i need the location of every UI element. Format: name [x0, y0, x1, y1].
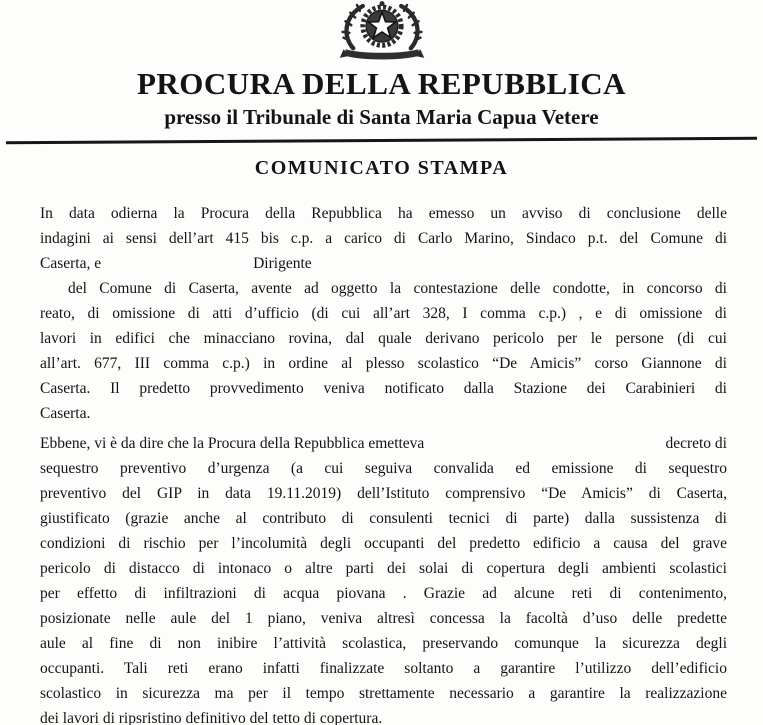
text-line: condizioni di rischio per l’incolumità degli occupanti del predetto edificio a causa del grave	[40, 534, 727, 552]
text-line: Caserta. Il predetto provvedimento veniva notificato dalla Stazione dei Carabinieri di	[40, 379, 727, 397]
document-body	[40, 201, 727, 725]
text-line: pericolo di distacco di intonaco o altre parti dei solai di copertura degli ambienti scolastici	[40, 559, 727, 577]
document-heading: COMUNICATO STAMPA	[254, 156, 509, 179]
header-divider	[6, 136, 757, 144]
text-fragment: Ebbene, vi è da dire che la Procura della Repubblica emetteva	[40, 434, 425, 452]
text-line: In data odierna la Procura della Repubblica ha emesso un avviso di conclusione delle	[40, 204, 727, 222]
text-line: reato, di omissione di atti d’ufficio (di cui all’art 328, I comma c.p.) , e di omissione di	[40, 304, 727, 322]
paragraph-2	[40, 431, 727, 725]
text-fragment: Dirigente	[253, 254, 312, 272]
page-subtitle: presso il Tribunale di Santa Maria Capua Vetere	[164, 104, 599, 129]
page-title: PROCURA DELLA REPUBBLICA	[136, 66, 627, 101]
text-line: giustificato (grazie anche al contributo di consulenti tecnici di parte) dalla sussistenza di	[40, 509, 727, 527]
text-line: aule al fine di non inibire l’attività scolastica, preservando comunque la sicurezza degli	[40, 634, 727, 652]
text-line-with-redaction-gap	[40, 431, 727, 456]
text-line-with-redaction-gap	[40, 251, 727, 276]
text-line: dei lavori di ripsristino definitivo del tetto di copertura.	[40, 709, 383, 725]
paragraph-1	[40, 201, 727, 426]
text-line: scolastico in sicurezza ma per il tempo strettamente necessario a garantire la realizzazione	[40, 684, 727, 702]
text-line: per effetto di infiltrazioni di acqua piovana . Grazie ad alcune reti di contenimento,	[40, 584, 727, 602]
text-fragment: Caserta, e	[40, 254, 102, 272]
text-line: indagini ai sensi dell’art 415 bis c.p. a carico di Carlo Marino, Sindaco p.t. del Comune di	[40, 229, 727, 247]
text-line: lavori in edifici che minacciano rovina, dal quale derivano pericolo per le persone (di cui	[40, 329, 727, 347]
text-line: occupanti. Tali reti erano infatti finalizzate soltanto a garantire l’utilizzo dell’edificio	[40, 659, 727, 677]
text-fragment: decreto di	[665, 434, 727, 452]
text-line: preventivo del GIP in data 19.11.2019) dell’Istituto comprensivo “De Amicis” di Caserta,	[40, 484, 727, 502]
text-line: Caserta.	[40, 404, 91, 422]
italian-republic-emblem-icon	[334, 0, 430, 60]
text-line: posizionate nelle aule del 1 piano, veniva altresì concessa la facoltà d’uso delle predette	[40, 609, 727, 627]
text-line: sequestro preventivo d’urgenza (a cui seguiva convalida ed emissione di sequestro	[40, 459, 727, 477]
letterhead	[0, 0, 763, 180]
text-line: all’art. 677, III comma c.p.) in ordine al plesso scolastico “De Amicis” corso Giannone di	[40, 354, 727, 372]
text-line: del Comune di Caserta, avente ad oggetto la contestazione delle condotte, in concorso di	[68, 279, 727, 297]
